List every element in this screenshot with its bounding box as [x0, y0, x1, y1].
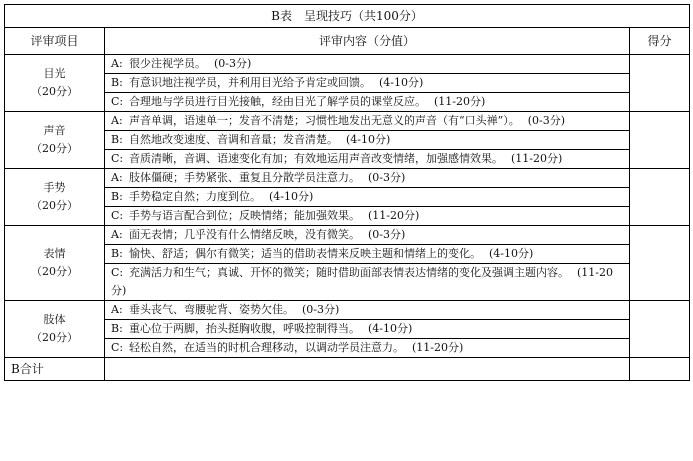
table-title: B表 呈现技巧（共100分）	[5, 5, 690, 28]
criterion-letter: B:	[111, 190, 123, 203]
criterion-letter: C:	[111, 341, 124, 354]
score-input-cell[interactable]	[630, 112, 690, 169]
criterion-cell	[105, 93, 630, 112]
criterion-cell	[105, 245, 630, 264]
category-cell	[5, 55, 105, 112]
header-content: 评审内容（分值）	[105, 28, 630, 55]
criteria-row	[5, 131, 690, 150]
score-input-cell[interactable]	[630, 55, 690, 112]
criterion-letter: B:	[111, 322, 123, 335]
criterion-text: 重心位于两脚，抬头挺胸收腹，呼吸控制得当。	[129, 322, 360, 335]
score-input-cell[interactable]	[630, 226, 690, 301]
criterion-letter: A:	[111, 303, 123, 316]
criteria-row	[5, 55, 690, 74]
criterion-text: 自然地改变速度、音调和音量；发音清楚。	[129, 133, 338, 146]
criterion-range: (11-20分)	[412, 341, 464, 354]
category-points: （20分）	[31, 199, 78, 212]
category-name: 目光	[43, 67, 66, 80]
criterion-range: (11-20分)	[111, 266, 614, 297]
criteria-row	[5, 339, 690, 358]
criterion-range: (4-10分)	[379, 76, 424, 89]
category-cell	[5, 169, 105, 226]
criteria-body	[5, 55, 690, 358]
total-row	[5, 358, 690, 381]
criteria-row	[5, 93, 690, 112]
criterion-cell	[105, 320, 630, 339]
criterion-letter: A:	[111, 57, 123, 70]
criterion-range: (0-3分)	[368, 171, 406, 184]
criteria-row	[5, 320, 690, 339]
criterion-letter: B:	[111, 76, 123, 89]
criterion-letter: C:	[111, 95, 124, 108]
score-input-cell[interactable]	[630, 301, 690, 358]
criterion-range: (4-10分)	[368, 322, 413, 335]
criterion-cell	[105, 112, 630, 131]
criterion-range: (11-20分)	[511, 152, 563, 165]
score-input-cell[interactable]	[630, 169, 690, 226]
criteria-row	[5, 245, 690, 264]
category-cell	[5, 226, 105, 301]
header-item: 评审项目	[5, 28, 105, 55]
category-points: （20分）	[31, 331, 78, 344]
criteria-row	[5, 112, 690, 131]
category-points: （20分）	[31, 142, 78, 155]
category-cell	[5, 301, 105, 358]
criterion-text: 手势与语言配合到位；反映情绪；能加强效果。	[129, 209, 360, 222]
category-cell	[5, 112, 105, 169]
criterion-text: 充满活力和生气；真诚、开怀的微笑；随时借助面部表情表达情绪的变化及强调主题内容。	[129, 266, 569, 279]
criterion-text: 手势稳定自然；力度到位。	[129, 190, 261, 203]
criterion-range: (0-3分)	[214, 57, 252, 70]
total-score-cell[interactable]	[630, 358, 690, 381]
criterion-text: 肢体僵硬；手势紧张、重复且分散学员注意力。	[129, 171, 360, 184]
criterion-text: 垂头丧气、弯腰驼背、姿势欠佳。	[129, 303, 294, 316]
category-points: （20分）	[31, 265, 78, 278]
criterion-range: (11-20分)	[434, 95, 486, 108]
criteria-row	[5, 74, 690, 93]
criterion-text: 音质清晰，音调、语速变化有加；有效地运用声音改变情绪，加强感情效果。	[129, 152, 503, 165]
header-row	[5, 28, 690, 55]
criterion-cell	[105, 131, 630, 150]
category-name: 表情	[43, 247, 66, 260]
criterion-cell	[105, 74, 630, 93]
criterion-cell	[105, 264, 630, 301]
criterion-text: 很少注视学员。	[129, 57, 206, 70]
total-label: B合计	[5, 358, 105, 381]
criteria-row	[5, 264, 690, 301]
criterion-cell	[105, 301, 630, 320]
criterion-cell	[105, 150, 630, 169]
criterion-range: (4-10分)	[489, 247, 534, 260]
criterion-text: 面无表情；几乎没有什么情绪反映，没有微笑。	[129, 228, 360, 241]
criterion-letter: A:	[111, 171, 123, 184]
criterion-cell	[105, 188, 630, 207]
total-content-cell	[105, 358, 630, 381]
category-name: 手势	[43, 181, 66, 194]
criterion-range: (0-3分)	[368, 228, 406, 241]
criterion-range: (4-10分)	[269, 190, 314, 203]
score-table	[4, 4, 690, 381]
criterion-letter: B:	[111, 133, 123, 146]
category-name: 肢体	[43, 313, 66, 326]
criterion-letter: C:	[111, 266, 124, 279]
criterion-cell	[105, 55, 630, 74]
criterion-range: (4-10分)	[346, 133, 391, 146]
criteria-row	[5, 188, 690, 207]
criteria-row	[5, 301, 690, 320]
criteria-row	[5, 169, 690, 188]
criterion-range: (0-3分)	[302, 303, 340, 316]
criterion-cell	[105, 207, 630, 226]
category-points: （20分）	[31, 85, 78, 98]
header-score: 得分	[630, 28, 690, 55]
criteria-row	[5, 150, 690, 169]
criterion-letter: A:	[111, 114, 123, 127]
criteria-row	[5, 226, 690, 245]
criterion-text: 轻松自然，在适当的时机合理移动，以调动学员注意力。	[129, 341, 404, 354]
title-row	[5, 5, 690, 28]
criterion-range: (0-3分)	[527, 114, 566, 127]
criterion-letter: A:	[111, 228, 123, 241]
criterion-text: 愉快、舒适；偶尔有微笑；适当的借助表情来反映主题和情绪上的变化。	[129, 247, 481, 260]
criterion-letter: B:	[111, 247, 123, 260]
criterion-letter: C:	[111, 152, 124, 165]
criterion-range: (11-20分)	[368, 209, 420, 222]
criterion-letter: C:	[111, 209, 124, 222]
criterion-cell	[105, 339, 630, 358]
criterion-text: 声音单调，语速单一；发音不清楚；习惯性地发出无意义的声音（有“口头禅”）。	[129, 114, 520, 127]
category-name: 声音	[43, 124, 66, 137]
criterion-cell	[105, 226, 630, 245]
criterion-text: 合理地与学员进行目光接触，经由目光了解学员的课堂反应。	[129, 95, 426, 108]
criterion-text: 有意识地注视学员，并利用目光给予肯定或回馈。	[129, 76, 371, 89]
criterion-cell	[105, 169, 630, 188]
criteria-row	[5, 207, 690, 226]
